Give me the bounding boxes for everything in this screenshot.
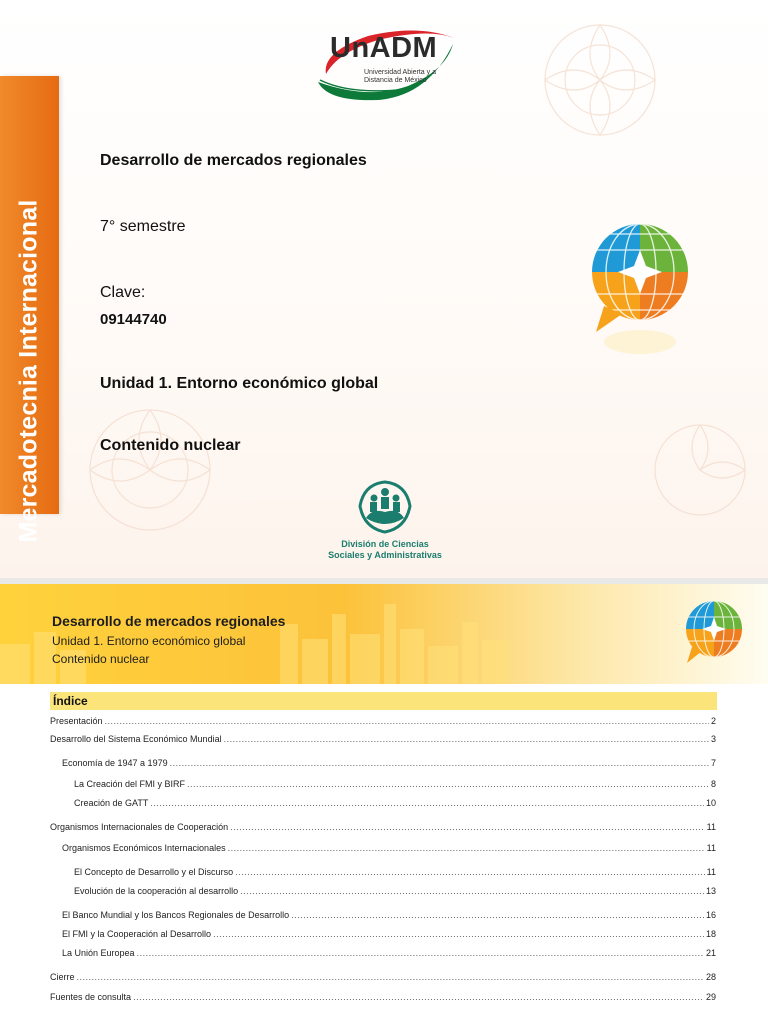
header-subtitle-content: Contenido nuclear [52, 652, 150, 666]
toc-leader-dots [150, 797, 704, 810]
toc-leader-dots [240, 885, 704, 898]
toc-entry-page: 8 [710, 779, 716, 789]
clave-label: Clave: [100, 284, 146, 301]
toc-entry[interactable] [62, 757, 716, 770]
unadm-logo [308, 24, 460, 104]
toc-entry-label: Creación de GATT [74, 798, 149, 808]
toc-entry-label: Desarrollo del Sistema Económico Mundial [50, 734, 222, 744]
toc-entry[interactable] [62, 947, 716, 960]
toc-entry-page: 2 [710, 716, 716, 726]
toc-leader-dots [187, 778, 709, 791]
toc-leader-dots [170, 757, 709, 770]
toc-entry-label: Cierre [50, 972, 75, 982]
toc-entry[interactable] [74, 866, 716, 879]
toc-entry-page: 21 [705, 948, 716, 958]
toc-entry[interactable] [50, 971, 716, 984]
toc-entry-label: El Banco Mundial y los Bancos Regionales de Desarrollo [62, 910, 290, 920]
toc-entry-page: 11 [706, 867, 716, 877]
toc-leader-dots [137, 947, 704, 960]
toc-entry-label: Evolución de la cooperación al desarrollo [74, 886, 239, 896]
division-line-2: Sociales y Administrativas [328, 550, 442, 560]
page-header [0, 584, 768, 684]
toc-entry-label: La Creación del FMI y BIRF [74, 779, 186, 789]
toc-entry[interactable] [62, 909, 716, 922]
content-type: Contenido nuclear [100, 437, 241, 454]
header-subtitle-unit: Unidad 1. Entorno económico global [52, 634, 246, 648]
course-title: Desarrollo de mercados regionales [100, 152, 367, 169]
index-page [0, 584, 768, 1024]
division-emblem-icon [356, 478, 414, 536]
toc-leader-dots [235, 866, 705, 879]
toc-entry-page: 11 [706, 822, 716, 832]
toc-entry[interactable] [50, 821, 716, 834]
toc-entry-page: 13 [705, 886, 716, 896]
program-name: Mercadotecnia Internacional [14, 199, 43, 543]
toc-entry-page: 29 [705, 992, 716, 1002]
toc-entry-label: La Unión Europea [62, 948, 135, 958]
toc-title: Índice [50, 692, 717, 710]
division-line-1: División de Ciencias [341, 539, 429, 549]
toc-entry-page: 3 [710, 734, 716, 744]
toc-entry-page: 18 [705, 929, 716, 939]
toc-leader-dots [230, 821, 705, 834]
toc-entry[interactable] [50, 715, 716, 728]
header-title: Desarrollo de mercados regionales [52, 613, 286, 629]
toc-entry-page: 16 [705, 910, 716, 920]
toc-entry-label: El Concepto de Desarrollo y el Discurso [74, 867, 234, 877]
toc-entry[interactable] [62, 928, 716, 941]
logo-name: UnADM [330, 32, 438, 64]
toc-entry-label: Economía de 1947 a 1979 [62, 758, 168, 768]
toc-entry-label: El FMI y la Cooperación al Desarrollo [62, 929, 212, 939]
toc-leader-dots [228, 842, 705, 855]
toc-entry-page: 10 [705, 798, 716, 808]
clave-value: 09144740 [100, 311, 167, 328]
toc-entry[interactable] [74, 885, 716, 898]
logo-subtitle: Universidad Abierta y a Distancia de México [364, 69, 436, 84]
toc-entry-page: 7 [710, 758, 716, 768]
toc-leader-dots [133, 991, 704, 1004]
side-band [0, 76, 59, 543]
toc-entry-label: Organismos Económicos Internacionales [62, 843, 226, 853]
toc-entry-page: 28 [705, 972, 716, 982]
toc-entry-label: Presentación [50, 716, 103, 726]
unit-title: Unidad 1. Entorno económico global [100, 375, 379, 392]
toc-entry[interactable] [74, 797, 716, 810]
toc-entry-label: Organismos Internacionales de Cooperación [50, 822, 229, 832]
toc-leader-dots [291, 909, 704, 922]
toc-entry[interactable] [74, 778, 716, 791]
toc-entry[interactable] [62, 842, 716, 855]
globe-speech-bubble-icon [684, 599, 744, 679]
division-name [300, 539, 470, 561]
toc-entry-page: 11 [706, 843, 716, 853]
toc-leader-dots [105, 715, 709, 728]
toc-leader-dots [77, 971, 704, 984]
semester: 7° semestre [100, 218, 186, 235]
toc-leader-dots [224, 733, 709, 746]
toc-entry-label: Fuentes de consulta [50, 992, 132, 1002]
globe-speech-bubble-icon [590, 214, 690, 364]
toc-entry[interactable] [50, 991, 716, 1004]
toc-entry[interactable] [50, 733, 716, 746]
toc-leader-dots [213, 928, 704, 941]
